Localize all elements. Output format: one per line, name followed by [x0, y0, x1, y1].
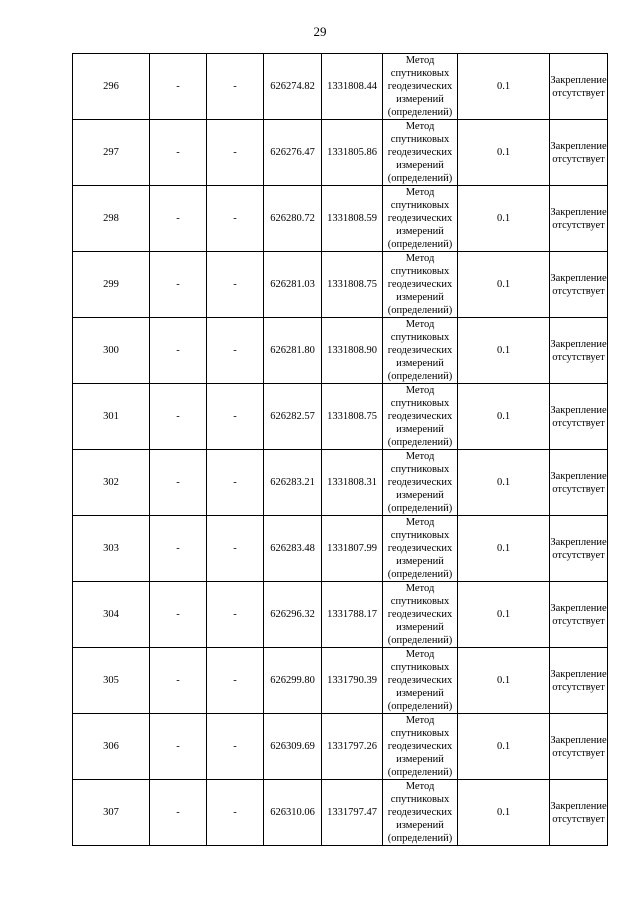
- fixing-cell: Закрепление отсутствует: [550, 780, 608, 846]
- y-coordinate-cell: 1331808.59: [322, 186, 383, 252]
- table-row: [73, 384, 608, 450]
- dash-cell: -: [150, 582, 207, 648]
- method-cell: Метод спутниковых геодезических измерений (определений): [383, 648, 458, 714]
- precision-cell: 0.1: [458, 648, 550, 714]
- precision-cell: 0.1: [458, 186, 550, 252]
- precision-cell: 0.1: [458, 450, 550, 516]
- page-number: 29: [313, 24, 327, 39]
- dash-cell: -: [150, 120, 207, 186]
- fixing-cell: Закрепление отсутствует: [550, 516, 608, 582]
- x-coordinate-cell: 626274.82: [264, 54, 322, 120]
- method-cell: Метод спутниковых геодезических измерений (определений): [383, 384, 458, 450]
- x-coordinate-cell: 626310.06: [264, 780, 322, 846]
- point-number-cell: 306: [73, 714, 150, 780]
- dash-cell: -: [150, 318, 207, 384]
- method-cell: Метод спутниковых геодезических измерений (определений): [383, 54, 458, 120]
- x-coordinate-cell: 626281.80: [264, 318, 322, 384]
- method-cell: Метод спутниковых геодезических измерений (определений): [383, 186, 458, 252]
- dash-cell: -: [207, 186, 264, 252]
- fixing-cell: Закрепление отсутствует: [550, 384, 608, 450]
- fixing-cell: Закрепление отсутствует: [550, 714, 608, 780]
- dash-cell: -: [207, 582, 264, 648]
- point-number-cell: 297: [73, 120, 150, 186]
- point-number-cell: 303: [73, 516, 150, 582]
- fixing-cell: Закрепление отсутствует: [550, 252, 608, 318]
- dash-cell: -: [207, 120, 264, 186]
- dash-cell: -: [207, 780, 264, 846]
- y-coordinate-cell: 1331808.44: [322, 54, 383, 120]
- table-row: [73, 648, 608, 714]
- table-row: [73, 252, 608, 318]
- dash-cell: -: [150, 384, 207, 450]
- dash-cell: -: [207, 516, 264, 582]
- y-coordinate-cell: 1331797.47: [322, 780, 383, 846]
- y-coordinate-cell: 1331808.75: [322, 384, 383, 450]
- fixing-cell: Закрепление отсутствует: [550, 54, 608, 120]
- precision-cell: 0.1: [458, 516, 550, 582]
- y-coordinate-cell: 1331790.39: [322, 648, 383, 714]
- point-number-cell: 302: [73, 450, 150, 516]
- method-cell: Метод спутниковых геодезических измерений (определений): [383, 582, 458, 648]
- x-coordinate-cell: 626283.21: [264, 450, 322, 516]
- x-coordinate-cell: 626299.80: [264, 648, 322, 714]
- coordinates-table: [72, 53, 608, 846]
- dash-cell: -: [207, 54, 264, 120]
- fixing-cell: Закрепление отсутствует: [550, 318, 608, 384]
- y-coordinate-cell: 1331797.26: [322, 714, 383, 780]
- table-body: [73, 54, 608, 846]
- method-cell: Метод спутниковых геодезических измерений (определений): [383, 252, 458, 318]
- y-coordinate-cell: 1331807.99: [322, 516, 383, 582]
- point-number-cell: 301: [73, 384, 150, 450]
- y-coordinate-cell: 1331788.17: [322, 582, 383, 648]
- point-number-cell: 304: [73, 582, 150, 648]
- x-coordinate-cell: 626309.69: [264, 714, 322, 780]
- y-coordinate-cell: 1331808.75: [322, 252, 383, 318]
- dash-cell: -: [150, 648, 207, 714]
- method-cell: Метод спутниковых геодезических измерений (определений): [383, 450, 458, 516]
- table-row: [73, 318, 608, 384]
- point-number-cell: 296: [73, 54, 150, 120]
- table-row: [73, 120, 608, 186]
- dash-cell: -: [150, 714, 207, 780]
- dash-cell: -: [150, 252, 207, 318]
- dash-cell: -: [150, 516, 207, 582]
- precision-cell: 0.1: [458, 582, 550, 648]
- method-cell: Метод спутниковых геодезических измерений (определений): [383, 120, 458, 186]
- dash-cell: -: [207, 252, 264, 318]
- x-coordinate-cell: 626276.47: [264, 120, 322, 186]
- precision-cell: 0.1: [458, 252, 550, 318]
- table-row: [73, 186, 608, 252]
- point-number-cell: 298: [73, 186, 150, 252]
- dash-cell: -: [207, 714, 264, 780]
- fixing-cell: Закрепление отсутствует: [550, 582, 608, 648]
- dash-cell: -: [150, 186, 207, 252]
- dash-cell: -: [207, 450, 264, 516]
- x-coordinate-cell: 626296.32: [264, 582, 322, 648]
- fixing-cell: Закрепление отсутствует: [550, 186, 608, 252]
- x-coordinate-cell: 626282.57: [264, 384, 322, 450]
- table-row: [73, 450, 608, 516]
- table-row: [73, 516, 608, 582]
- precision-cell: 0.1: [458, 54, 550, 120]
- fixing-cell: Закрепление отсутствует: [550, 120, 608, 186]
- precision-cell: 0.1: [458, 120, 550, 186]
- method-cell: Метод спутниковых геодезических измерений (определений): [383, 318, 458, 384]
- x-coordinate-cell: 626280.72: [264, 186, 322, 252]
- x-coordinate-cell: 626281.03: [264, 252, 322, 318]
- table-row: [73, 54, 608, 120]
- point-number-cell: 299: [73, 252, 150, 318]
- dash-cell: -: [150, 54, 207, 120]
- precision-cell: 0.1: [458, 384, 550, 450]
- dash-cell: -: [207, 318, 264, 384]
- method-cell: Метод спутниковых геодезических измерений (определений): [383, 516, 458, 582]
- table-row: [73, 780, 608, 846]
- dash-cell: -: [207, 384, 264, 450]
- dash-cell: -: [150, 450, 207, 516]
- y-coordinate-cell: 1331808.31: [322, 450, 383, 516]
- fixing-cell: Закрепление отсутствует: [550, 450, 608, 516]
- precision-cell: 0.1: [458, 780, 550, 846]
- table-row: [73, 714, 608, 780]
- method-cell: Метод спутниковых геодезических измерений (определений): [383, 780, 458, 846]
- precision-cell: 0.1: [458, 318, 550, 384]
- x-coordinate-cell: 626283.48: [264, 516, 322, 582]
- table-row: [73, 582, 608, 648]
- precision-cell: 0.1: [458, 714, 550, 780]
- dash-cell: -: [150, 780, 207, 846]
- y-coordinate-cell: 1331805.86: [322, 120, 383, 186]
- method-cell: Метод спутниковых геодезических измерений (определений): [383, 714, 458, 780]
- point-number-cell: 307: [73, 780, 150, 846]
- point-number-cell: 305: [73, 648, 150, 714]
- dash-cell: -: [207, 648, 264, 714]
- fixing-cell: Закрепление отсутствует: [550, 648, 608, 714]
- y-coordinate-cell: 1331808.90: [322, 318, 383, 384]
- point-number-cell: 300: [73, 318, 150, 384]
